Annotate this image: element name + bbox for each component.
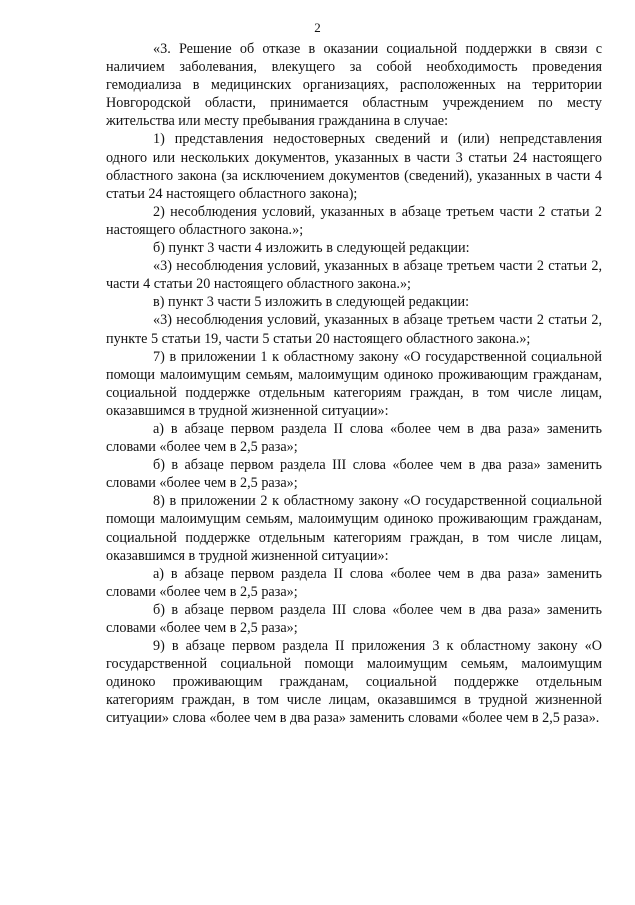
paragraph-item-1: 1) представления недостоверных сведений и (или) непредставления одного или нескольких документов, указанных в части 3 статьи 24 настоящего областного закона (за исключением документов (сведений), указанных в части 4 статьи 24 настоящего областного закона);	[106, 131, 602, 202]
paragraph-sub-v-text: «3) несоблюдения условий, указанных в абзаце третьем части 2 статьи 2, пункте 5 статьи 19, части 5 статьи 20 настоящего областного закона.»;	[106, 312, 602, 347]
paragraph-item-2: 2) несоблюдения условий, указанных в абзаце третьем части 2 статьи 2 настоящего областного закона.»;	[106, 203, 602, 238]
paragraph-item-7: 7) в приложении 1 к областному закону «О государственной социальной помощи малоимущим семьям, малоимущим одиноко проживающим гражданам, социальной поддержке отдельным категориям граждан, в том числе лицам, оказавшимся в трудной жизненной ситуации»:	[106, 348, 602, 419]
paragraph-refusal-decision: «3. Решение об отказе в оказании социальной поддержки в связи с наличием заболевания, влекущего за собой необходимость проведения гемодиализа в медицинских организациях, расположенных на территории Новгородской области, принимается областным учреждением по месту жительства или месту пребывания гражданина в случае:	[106, 41, 602, 130]
paragraph-item-8: 8) в приложении 2 к областному закону «О государственной социальной помощи малоимущим семьям, малоимущим одиноко проживающим гражданам, социальной поддержке отдельным категориям граждан, в том числе лицам, оказавшимся в трудной жизненной ситуации»:	[106, 493, 602, 564]
document-body	[106, 40, 602, 728]
paragraph-item-7a: а) в абзаце первом раздела II слова «более чем в два раза» заменить словами «более чем в 2,5 раза»;	[106, 420, 602, 456]
paragraph-sub-b-text: «3) несоблюдения условий, указанных в абзаце третьем части 2 статьи 2, части 4 статьи 20 настоящего областного закона.»;	[106, 258, 602, 293]
paragraph-item-9: 9) в абзаце первом раздела II приложения 3 к областному закону «О государственной социальной помощи малоимущим семьям, малоимущим одиноко проживающим гражданам, социальной поддержке отдельным категориям граждан, в том числе лицам, оказавшимся в трудной жизненной ситуации» слова «более чем в два раза» заменить словами «более чем в 2,5 раза».	[106, 638, 602, 727]
paragraph-sub-b: б) пункт 3 части 4 изложить в следующей редакции:	[153, 240, 470, 257]
paragraph-item-8a: а) в абзаце первом раздела II слова «более чем в два раза» заменить словами «более чем в 2,5 раза»;	[106, 565, 602, 600]
page-number: 2	[314, 20, 321, 35]
paragraph-sub-v: в) пункт 3 части 5 изложить в следующей редакции:	[153, 294, 470, 311]
paragraph-item-7b: б) в абзаце первом раздела III слова «более чем в два раза» заменить словами «более чем в 2,5 раза»;	[106, 457, 602, 492]
paragraph-item-8b: б) в абзаце первом раздела III слова «более чем в два раза» заменить словами «более чем в 2,5 раза»;	[106, 601, 602, 636]
